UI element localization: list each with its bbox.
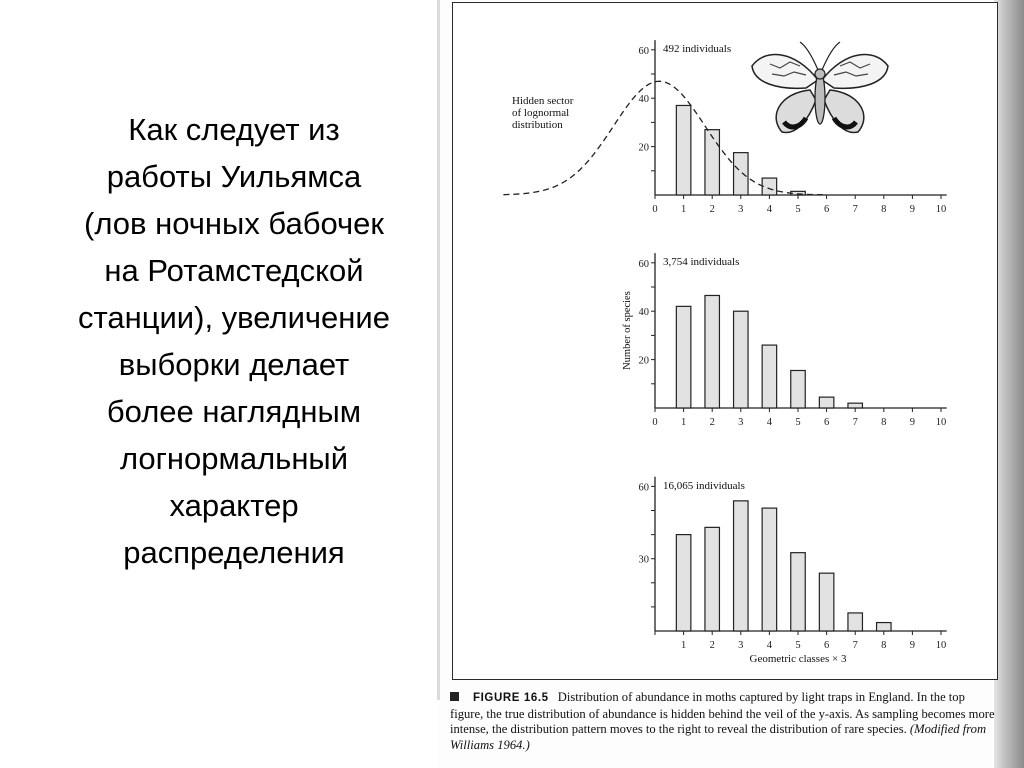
x-tick-label: 7 — [852, 204, 858, 215]
x-tick-label: 4 — [766, 204, 773, 215]
x-tick-label: 8 — [881, 640, 887, 651]
x-tick-label: 1 — [680, 640, 687, 651]
slide-text-line: характер — [169, 488, 299, 523]
x-tick-label: 1 — [680, 204, 687, 215]
chart-title: 492 individuals — [663, 43, 732, 56]
slide-text-line: на Ротамстедской — [104, 253, 364, 288]
figure-caption — [450, 690, 1000, 753]
x-tick-label: 0 — [652, 204, 658, 215]
slide-text-line: логнормальный — [119, 441, 349, 476]
bar — [705, 295, 720, 408]
bar — [762, 508, 777, 631]
bar — [734, 311, 749, 408]
x-tick-label: 2 — [709, 204, 715, 215]
x-tick-label: 8 — [881, 204, 887, 215]
slide-text-line: станции), увеличение — [78, 300, 390, 335]
bar — [762, 345, 777, 408]
slide-text-line: распределения — [123, 535, 345, 570]
x-tick-label: 2 — [709, 417, 715, 428]
slide-text-line: работы Уильямса — [106, 159, 362, 194]
bar — [819, 397, 834, 408]
x-tick-label: 10 — [935, 640, 947, 651]
caption-label: FIGURE 16.5 — [473, 692, 549, 704]
x-tick-label: 9 — [909, 640, 916, 651]
caption-square-icon — [450, 692, 459, 701]
bar — [848, 403, 863, 408]
bar — [734, 153, 749, 195]
chart-title: 3,754 individuals — [663, 256, 740, 269]
y-tick-label: 20 — [638, 355, 649, 367]
x-tick-label: 9 — [909, 204, 916, 215]
y-tick-label: 60 — [638, 482, 649, 494]
x-axis-label: Geometric classes × 3 — [749, 653, 847, 665]
y-tick-label: 40 — [638, 307, 649, 319]
curve-annotation: Hidden sector of lognormal distribution — [512, 95, 574, 131]
slide-text-line: (лов ночных бабочек — [84, 206, 384, 241]
x-tick-label: 5 — [795, 640, 801, 651]
x-tick-label: 6 — [823, 640, 830, 651]
bar — [848, 613, 863, 631]
y-tick-label: 20 — [638, 142, 649, 154]
bar — [791, 553, 806, 631]
x-tick-label: 4 — [766, 417, 773, 428]
bar — [676, 105, 691, 195]
bar — [877, 623, 892, 631]
bar — [734, 501, 749, 631]
x-tick-label: 10 — [935, 417, 947, 428]
x-tick-label: 1 — [680, 417, 687, 428]
bar — [705, 527, 720, 631]
x-tick-label: 0 — [652, 417, 658, 428]
x-tick-label: 3 — [738, 204, 744, 215]
slide-text-line: более наглядным — [106, 394, 362, 429]
y-tick-label: 30 — [638, 554, 649, 566]
x-tick-label: 7 — [852, 417, 858, 428]
x-tick-label: 5 — [795, 417, 801, 428]
x-tick-label: 4 — [766, 640, 773, 651]
bar — [791, 370, 806, 408]
moth-illustration — [752, 42, 888, 133]
bar — [819, 573, 834, 631]
bar — [676, 306, 691, 408]
y-tick-label: 60 — [638, 258, 649, 270]
bar — [762, 178, 777, 195]
x-tick-label: 5 — [795, 204, 801, 215]
x-tick-label: 8 — [881, 417, 887, 428]
x-tick-label: 2 — [709, 640, 715, 651]
caption-source: (Modified from Williams 1964.) — [450, 722, 987, 752]
bar — [676, 535, 691, 631]
x-tick-label: 3 — [738, 417, 744, 428]
x-tick-label: 3 — [738, 640, 744, 651]
x-tick-label: 6 — [823, 204, 830, 215]
y-axis-label: Number of species — [622, 291, 633, 370]
chart-title: 16,065 individuals — [663, 479, 745, 492]
caption-text: Distribution of abundance in moths captured by light traps in England. In the top figure, the true distribution of abundance is hidden behind the veil of the y-axis. As sampling becomes more intense, the distribution pattern moves to the right to reveal the distribution of rare species. — [450, 690, 995, 736]
x-tick-label: 7 — [852, 640, 858, 651]
x-tick-label: 10 — [935, 204, 947, 215]
bar — [705, 130, 720, 195]
y-tick-label: 60 — [638, 45, 649, 57]
slide-text-line: выборки делает — [118, 347, 350, 382]
slide-text-line: Как следует из — [128, 112, 340, 147]
x-tick-label: 6 — [823, 417, 830, 428]
x-tick-label: 9 — [909, 417, 916, 428]
y-tick-label: 40 — [638, 94, 649, 106]
